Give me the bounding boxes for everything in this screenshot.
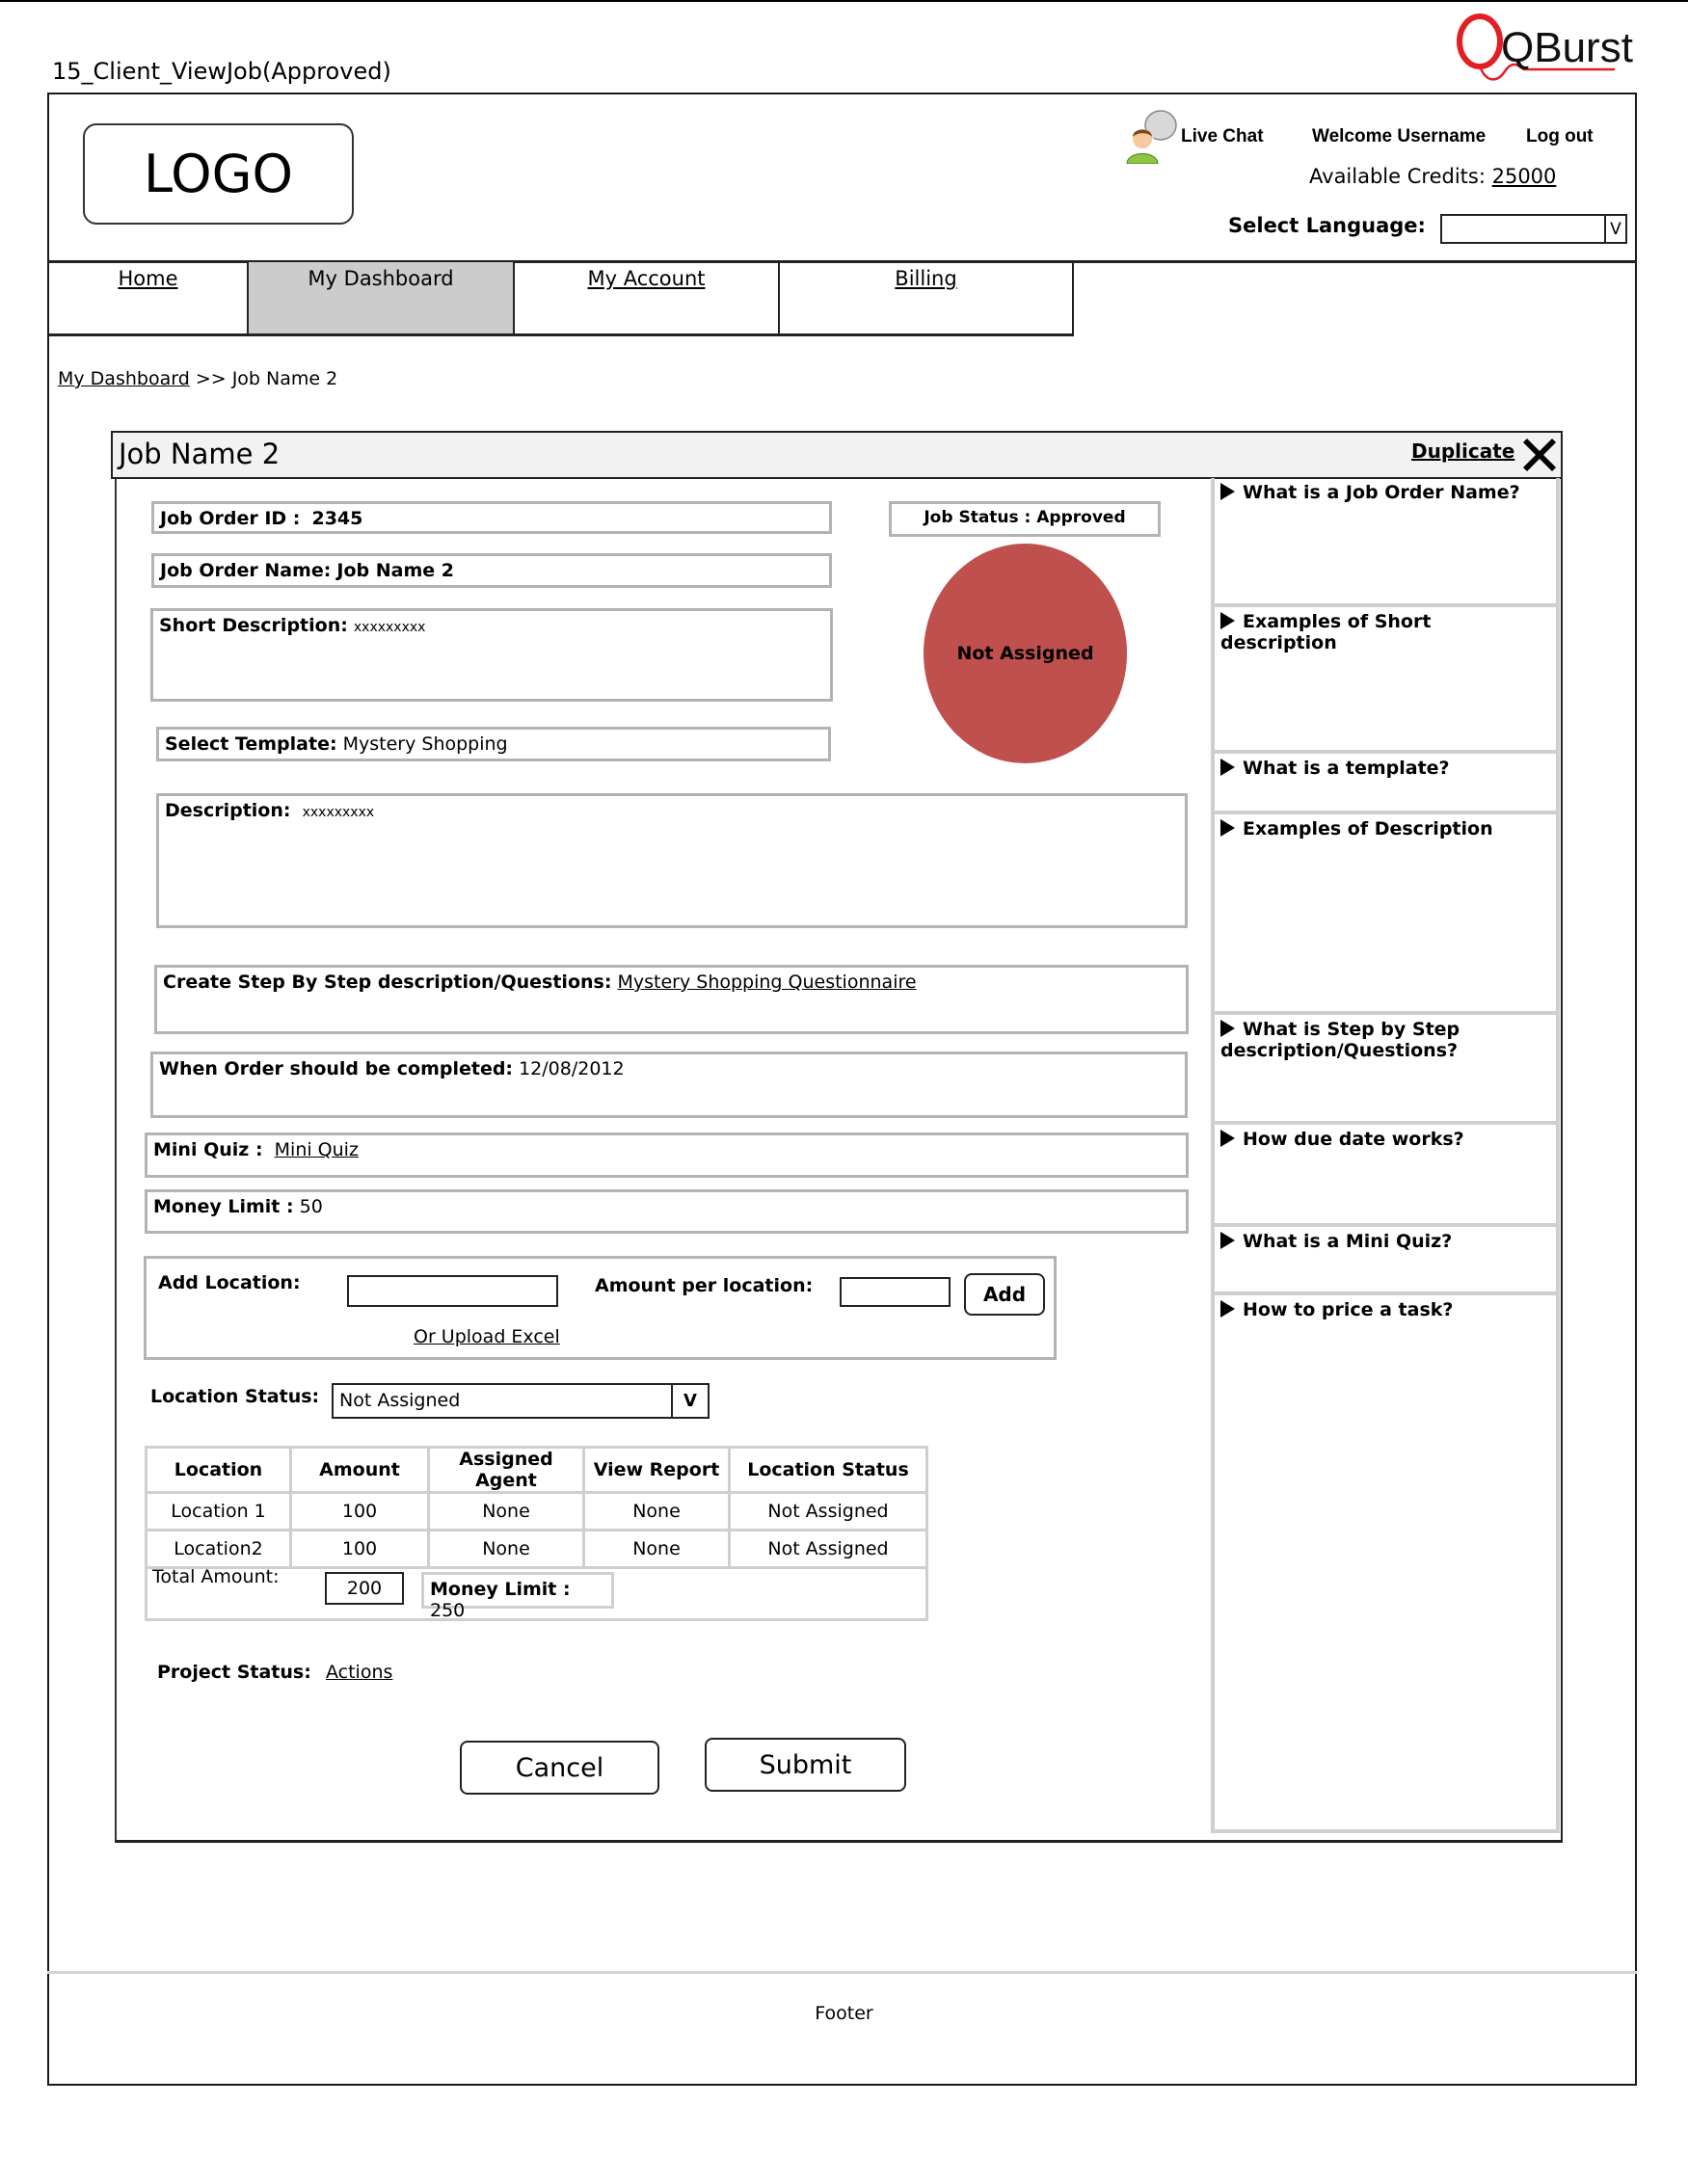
assignment-status-indicator: Not Assigned	[924, 544, 1127, 763]
amount-per-location-input[interactable]	[840, 1277, 951, 1307]
qburst-logo	[1451, 10, 1644, 87]
cell-location: Location2	[147, 1531, 291, 1568]
logo-placeholder: LOGO	[83, 123, 354, 225]
mini-quiz-link[interactable]: Mini Quiz	[274, 1139, 359, 1160]
top-rule	[0, 0, 1688, 2]
table-money-limit: Money Limit : 250	[421, 1572, 614, 1609]
breadcrumb-separator: >>	[195, 368, 227, 389]
help-step-by-step[interactable]: What is Step by Step description/Questions?	[1215, 1015, 1556, 1125]
cell-agent: None	[429, 1531, 584, 1568]
help-sidebar	[1211, 478, 1560, 1833]
cell-amount: 100	[291, 1493, 429, 1531]
col-amount: Amount	[291, 1448, 429, 1493]
nav-billing[interactable]: Billing	[895, 267, 957, 290]
chevron-down-icon[interactable]: V	[671, 1385, 708, 1417]
breadcrumb	[58, 368, 337, 389]
col-location-status: Location Status	[730, 1448, 927, 1493]
location-status-value: Not Assigned	[339, 1390, 461, 1411]
cell-status: Not Assigned	[730, 1531, 927, 1568]
add-location-input[interactable]	[347, 1275, 558, 1307]
due-date-field: When Order should be completed: 12/08/2012	[150, 1052, 1188, 1118]
chevron-down-icon[interactable]: V	[1604, 216, 1625, 242]
help-short-description[interactable]: Examples of Short description	[1215, 607, 1556, 754]
cell-status: Not Assigned	[730, 1493, 927, 1531]
credits-row	[1309, 165, 1556, 188]
template-field: Select Template: Mystery Shopping	[156, 727, 831, 761]
job-order-id-field: Job Order ID : 2345	[151, 501, 832, 534]
job-order-name-field: Job Order Name: Job Name 2	[151, 553, 832, 588]
table-header-row	[147, 1448, 927, 1493]
table-total-row	[145, 1558, 928, 1621]
logout-link[interactable]: Log out	[1526, 126, 1594, 146]
live-chat-link[interactable]: Live Chat	[1181, 126, 1264, 146]
footer-text: Footer	[815, 2003, 873, 2024]
total-amount-value: 200	[325, 1572, 404, 1605]
nav-my-account[interactable]: My Account	[515, 262, 780, 333]
submit-button[interactable]: Submit	[705, 1738, 906, 1792]
short-description-field: Short Description: xxxxxxxxx	[150, 608, 833, 702]
total-amount-label: Total Amount:	[152, 1566, 280, 1587]
location-status-select[interactable]	[332, 1383, 710, 1419]
language-select[interactable]	[1440, 214, 1627, 244]
cell-report: None	[584, 1531, 730, 1568]
help-pricing[interactable]: How to price a task?	[1215, 1295, 1556, 1833]
actions-link[interactable]: Actions	[326, 1662, 393, 1683]
welcome-text: Welcome Username	[1312, 126, 1487, 146]
help-description[interactable]: Examples of Description	[1215, 814, 1556, 1015]
expand-triangle-icon	[1220, 483, 1235, 500]
expand-triangle-icon	[1220, 1020, 1235, 1037]
breadcrumb-dashboard-link[interactable]: My Dashboard	[58, 368, 190, 389]
footer-divider	[47, 1971, 1637, 1974]
help-template[interactable]: What is a template?	[1215, 754, 1556, 814]
duplicate-link[interactable]: Duplicate	[1411, 439, 1515, 463]
expand-triangle-icon	[1220, 1232, 1235, 1249]
nav-my-dashboard[interactable]: My Dashboard	[249, 262, 515, 333]
locations-table	[145, 1446, 928, 1569]
credits-value-link[interactable]: 25000	[1491, 165, 1557, 188]
location-status-label: Location Status:	[150, 1386, 320, 1407]
step-by-step-field: Create Step By Step description/Questions: Mystery Shopping Questionnaire	[154, 965, 1189, 1034]
nav-home[interactable]: Home	[49, 262, 249, 333]
help-job-order-name[interactable]: What is a Job Order Name?	[1215, 478, 1556, 607]
close-icon[interactable]	[1517, 433, 1562, 477]
cancel-button[interactable]: Cancel	[460, 1741, 659, 1795]
project-status-label: Project Status:	[157, 1662, 311, 1683]
breadcrumb-current: Job Name 2	[231, 368, 338, 389]
language-label: Select Language:	[1228, 214, 1426, 237]
help-due-date[interactable]: How due date works?	[1215, 1125, 1556, 1227]
credits-label: Available Credits:	[1309, 165, 1486, 188]
panel-title: Job Name 2	[111, 431, 1563, 479]
col-assigned-agent: Assigned Agent	[429, 1448, 584, 1493]
expand-triangle-icon	[1220, 1300, 1235, 1318]
table-row[interactable]	[147, 1493, 927, 1531]
page-label: 15_Client_ViewJob(Approved)	[52, 58, 391, 85]
live-chat-icon[interactable]	[1124, 108, 1180, 164]
col-view-report: View Report	[584, 1448, 730, 1493]
add-location-button[interactable]: Add	[964, 1273, 1045, 1316]
money-limit-field: Money Limit : 50	[145, 1189, 1189, 1234]
upload-excel-link[interactable]: Or Upload Excel	[414, 1326, 560, 1347]
cell-amount: 100	[291, 1531, 429, 1568]
expand-triangle-icon	[1220, 1130, 1235, 1147]
mini-quiz-field: Mini Quiz : Mini Quiz	[145, 1132, 1189, 1178]
description-field: Description: xxxxxxxxx	[156, 793, 1188, 928]
expand-triangle-icon	[1220, 612, 1235, 629]
expand-triangle-icon	[1220, 759, 1235, 776]
main-nav	[49, 262, 1074, 336]
cell-location: Location 1	[147, 1493, 291, 1531]
questionnaire-link[interactable]: Mystery Shopping Questionnaire	[617, 972, 917, 993]
expand-triangle-icon	[1220, 819, 1235, 837]
col-location: Location	[147, 1448, 291, 1493]
cell-agent: None	[429, 1493, 584, 1531]
add-location-label: Add Location:	[158, 1272, 301, 1293]
help-mini-quiz[interactable]: What is a Mini Quiz?	[1215, 1227, 1556, 1295]
amount-per-location-label: Amount per location:	[595, 1275, 814, 1296]
svg-text:QBurst: QBurst	[1501, 24, 1633, 71]
job-status-badge: Job Status : Approved	[889, 501, 1161, 537]
cell-report: None	[584, 1493, 730, 1531]
